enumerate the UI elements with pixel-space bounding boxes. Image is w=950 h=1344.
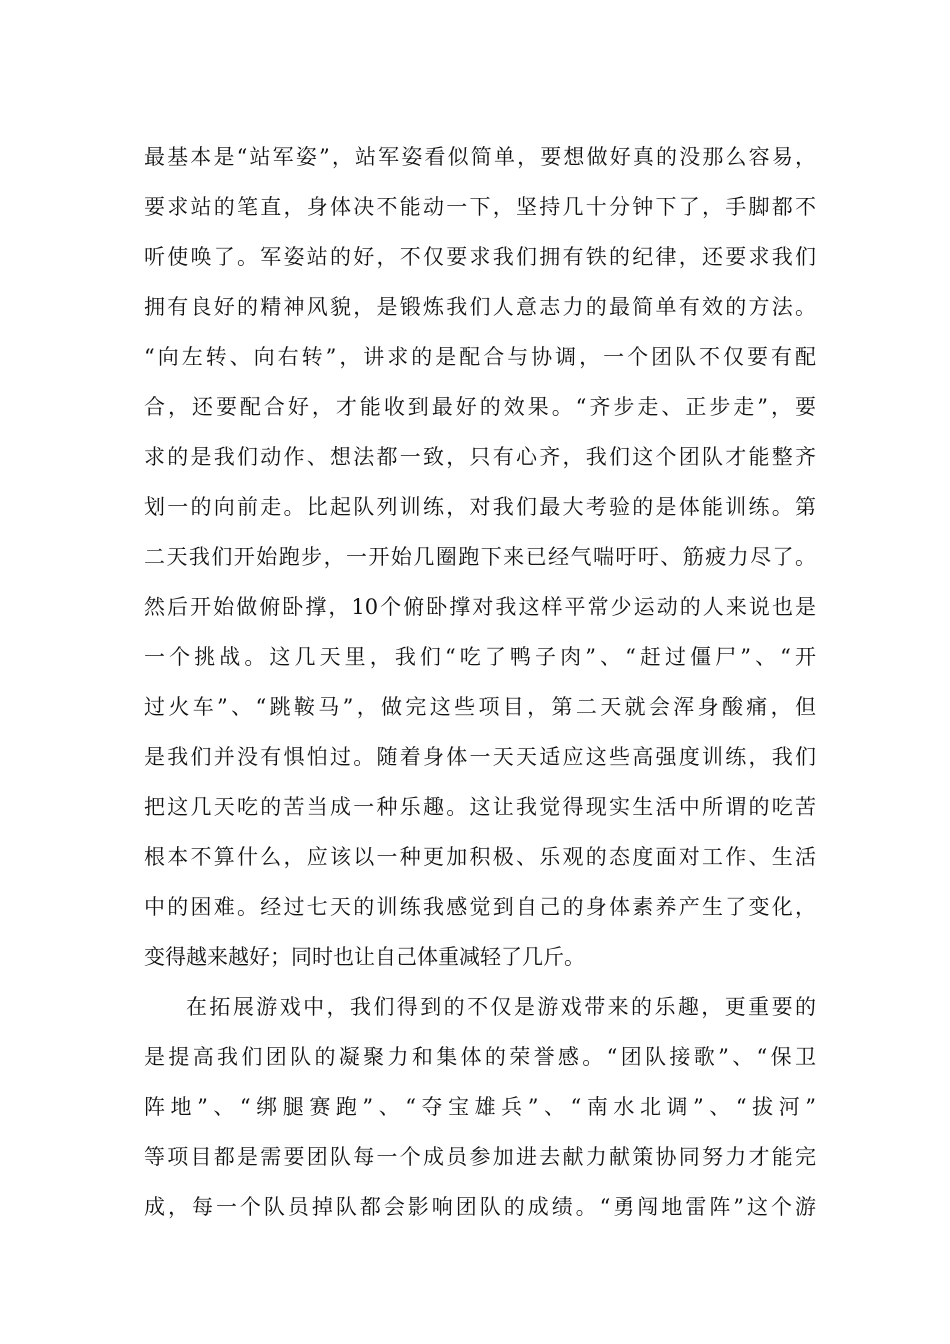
paragraph-line: “向左转、向右转”，讲求的是配合与协调，一个团队不仅要有配 xyxy=(144,345,816,369)
paragraph-line: 等项目都是需要团队每一个成员参加进去献力献策协同努力才能完 xyxy=(144,1145,816,1169)
paragraph-line: 拥有良好的精神风貌，是锻炼我们人意志力的最简单有效的方法。 xyxy=(144,295,816,319)
paragraph-line: 要求站的笔直，身体决不能动一下，坚持几十分钟下了，手脚都不 xyxy=(144,195,816,219)
paragraph-line: 把这几天吃的苦当成一种乐趣。这让我觉得现实生活中所谓的吃苦 xyxy=(144,795,816,819)
paragraph-line: 二天我们开始跑步，一开始几圈跑下来已经气喘吁吁、筋疲力尽了。 xyxy=(144,545,816,569)
paragraph-line: 划一的向前走。比起队列训练，对我们最大考验的是体能训练。第 xyxy=(144,495,816,519)
paragraph-line: 一个挑战。这几天里，我们“吃了鸭子肉”、“赶过僵尸”、“开 xyxy=(144,645,816,669)
paragraph-line: 最基本是“站军姿”，站军姿看似简单，要想做好真的没那么容易， xyxy=(144,145,816,169)
paragraph-line: 是我们并没有惧怕过。随着身体一天天适应这些高强度训练，我们 xyxy=(144,745,816,769)
paragraph-line: 根本不算什么，应该以一种更加积极、乐观的态度面对工作、生活 xyxy=(144,845,816,869)
paragraph-line: 变得越来越好；同时也让自己体重减轻了几斤。 xyxy=(144,945,585,969)
paragraph-line: 在拓展游戏中，我们得到的不仅是游戏带来的乐趣，更重要的 xyxy=(186,995,816,1019)
paragraph-line: 求的是我们动作、想法都一致，只有心齐，我们这个团队才能整齐 xyxy=(144,445,816,469)
paragraph-line: 阵地”、“绑腿赛跑”、“夺宝雄兵”、“南水北调”、“拔河” xyxy=(144,1095,816,1119)
paragraph-1 xyxy=(144,132,816,982)
paragraph-line: 合，还要配合好，才能收到最好的效果。“齐步走、正步走”，要 xyxy=(144,395,816,419)
paragraph-line: 然后开始做俯卧撑，10个俯卧撑对我这样平常少运动的人来说也是 xyxy=(144,595,816,619)
paragraph-2 xyxy=(144,982,816,1232)
paragraph-line: 听使唤了。军姿站的好，不仅要求我们拥有铁的纪律，还要求我们 xyxy=(144,245,816,269)
paragraph-line: 是提高我们团队的凝聚力和集体的荣誉感。“团队接歌”、“保卫 xyxy=(144,1045,816,1069)
paragraph-line: 成，每一个队员掉队都会影响团队的成绩。“勇闯地雷阵”这个游 xyxy=(144,1195,816,1219)
paragraph-line: 中的困难。经过七天的训练我感觉到自己的身体素养产生了变化， xyxy=(144,895,816,919)
paragraph-line: 过火车”、“跳鞍马”，做完这些项目，第二天就会浑身酸痛，但 xyxy=(144,695,816,719)
document-body xyxy=(144,132,816,1232)
